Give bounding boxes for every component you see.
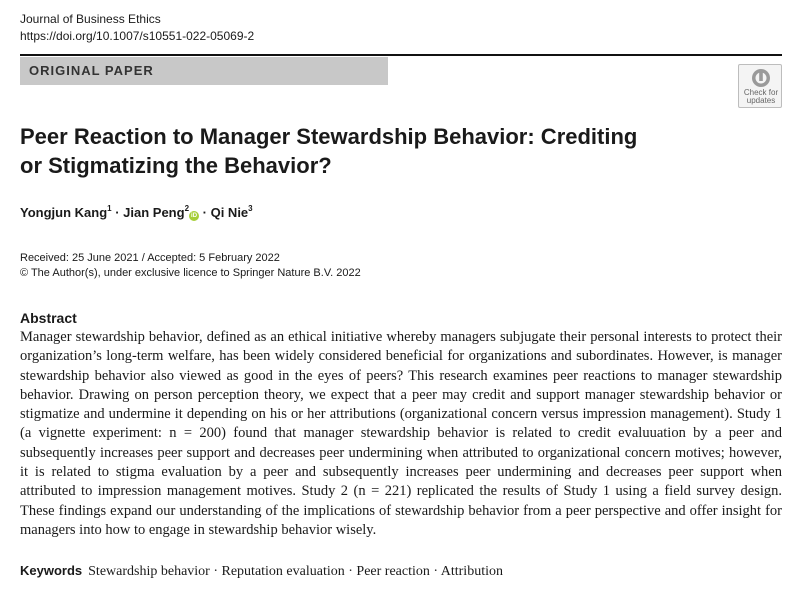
abstract-text: Manager stewardship behavior, defined as an ethical initiative whereby managers subjugate their personal interests to protect their organization’s long-term welfare, has been widely considered beneficial for organizations and subordinates. However, is manager stewardship behavior also viewed as good in the eyes of peers? This research examines peer reactions to manager stewardship behavior. Drawing on person perception theory, we expect that a peer may credit and support manager stewardship behavior or stigmatize and undermine it depending on his or her attributions (organizational concern versus impression management). Study 1 (a vignette experiment: n = 200) found that manager stewardship behavior is related to credit evaluuation by a peer and subsequently increases peer support and decreases peer undermining when attributed to organizational concern motives; however, it is related to stigma evaluation by a peer and subsequently increases peer undermining and decreases peer support when attributed to impression management motives. Study 2 (n = 221) replicated the results of Study 1 using a field survey design. These findings expand our understanding of the implications of stewardship behavior from a peer perspective and offer insight for managers into how to engage in stewardship behavior wisely. — [20, 329, 782, 538]
author-name[interactable]: Jian Peng — [123, 205, 185, 220]
journal-name: Journal of Business Ethics — [20, 12, 161, 26]
keywords-list: Stewardship behavior · Reputation evaluation · Peer reaction · Attribution — [88, 564, 503, 579]
doi-link[interactable]: https://doi.org/10.1007/s10551-022-05069-2 — [20, 29, 255, 43]
abstract-heading: Abstract — [20, 310, 77, 326]
keywords-line — [20, 561, 782, 581]
orcid-icon[interactable]: iD — [191, 213, 198, 219]
section-banner — [20, 57, 388, 85]
copyright-notice: © The Author(s), under exclusive licence to Springer Nature B.V. 2022 — [20, 267, 361, 279]
author-name[interactable]: Qi Nie — [210, 205, 249, 220]
author-name[interactable]: Yongjun Kang — [20, 205, 108, 220]
section-label: ORIGINAL PAPER — [29, 63, 154, 78]
received-accepted-dates: Received: 25 June 2021 / Accepted: 5 February 2022 — [20, 252, 280, 264]
author-affiliation: 1 — [107, 204, 112, 213]
article-title: Peer Reaction to Manager Stewardship Behavior: Crediting or Stigmatizing the Behavior? — [20, 124, 638, 178]
check-for-updates-button[interactable] — [738, 64, 782, 108]
author-separator: · — [111, 205, 124, 220]
author-affiliation: 3 — [248, 204, 253, 213]
header-rule — [20, 54, 782, 56]
check-updates-label: Check for updates — [743, 88, 779, 105]
check-updates-icon — [751, 68, 771, 88]
author-affiliation: 2 — [184, 204, 190, 213]
author-separator: · — [199, 205, 211, 220]
author-list — [20, 204, 253, 222]
keywords-label: Keywords — [20, 563, 83, 578]
